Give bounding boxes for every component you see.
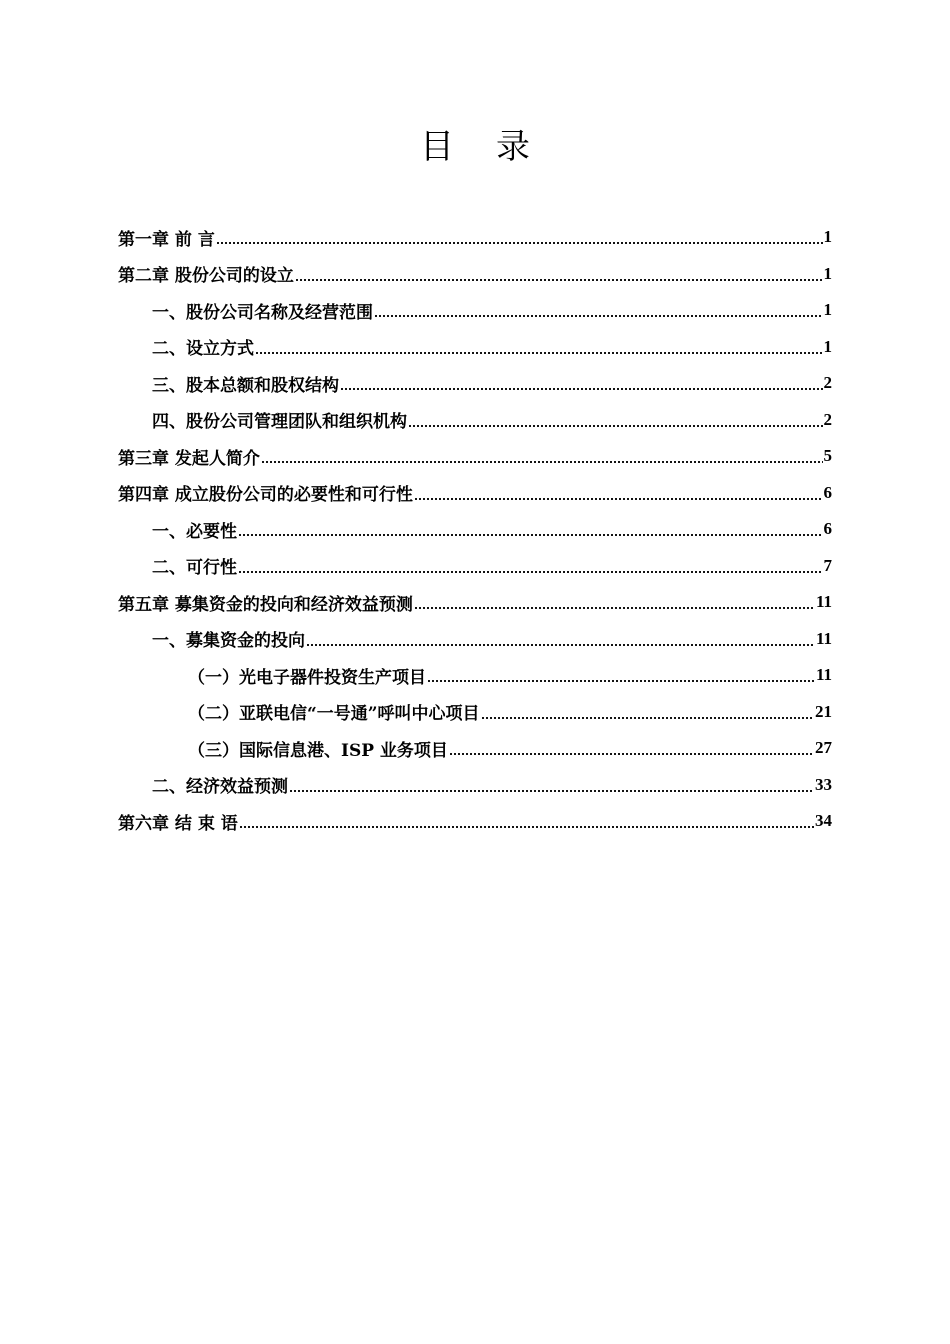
- dot-leader: [261, 461, 823, 463]
- toc-entry-page-number: 33: [815, 774, 832, 794]
- toc-title: [0, 122, 950, 172]
- toc-entry-page-number: 11: [815, 628, 832, 648]
- toc-entry-page-number: 1: [823, 300, 832, 320]
- toc-entry[interactable]: [118, 694, 832, 731]
- dot-leader: [414, 498, 823, 500]
- toc-entry-label: （三）国际信息港、ISP 业务项目: [188, 736, 448, 761]
- dot-leader: [427, 680, 815, 682]
- dot-leader: [238, 534, 823, 536]
- toc-title-char-1: 目: [420, 127, 454, 167]
- toc-entry-label: 一、必要性: [152, 517, 237, 542]
- toc-entry-page-number: 1: [823, 227, 832, 247]
- toc-entry-label: 第二章 股份公司的设立: [118, 261, 294, 286]
- toc-entry-label: 第一章 前 言: [118, 225, 215, 250]
- toc-entry-label: （二）亚联电信“一号通”呼叫中心项目: [188, 699, 480, 724]
- dot-leader: [306, 644, 815, 646]
- toc-entry-label: 第五章 募集资金的投向和经济效益预测: [118, 590, 413, 615]
- toc-entry[interactable]: [118, 803, 832, 840]
- toc-entry[interactable]: [118, 657, 832, 694]
- toc-entry[interactable]: [118, 621, 832, 658]
- dot-leader: [239, 826, 814, 828]
- toc-entry[interactable]: [118, 584, 832, 621]
- dot-leader: [216, 242, 823, 244]
- toc-entry-page-number: 11: [815, 665, 832, 685]
- dot-leader: [238, 571, 823, 573]
- toc-entry-label: 一、募集资金的投向: [152, 626, 305, 651]
- dot-leader: [374, 315, 823, 317]
- toc-entry-label: 四、股份公司管理团队和组织机构: [152, 407, 407, 432]
- dot-leader: [340, 388, 823, 390]
- toc-entry-page-number: 1: [823, 336, 832, 356]
- toc-entry-label: 第六章 结 束 语: [118, 809, 238, 834]
- dot-leader: [289, 790, 814, 792]
- toc-title-char-2: 录: [496, 127, 530, 167]
- toc-entry-label: 第三章 发起人简介: [118, 444, 260, 469]
- toc-entry[interactable]: [118, 402, 832, 439]
- toc-entry[interactable]: [118, 292, 832, 329]
- toc-entry[interactable]: [118, 219, 832, 256]
- toc-entry-page-number: 1: [823, 263, 832, 283]
- toc-entry-page-number: 6: [823, 482, 832, 502]
- dot-leader: [408, 425, 823, 427]
- toc-entry-page-number: 27: [815, 738, 832, 758]
- toc-entry-page-number: 2: [823, 373, 832, 393]
- toc-entry-label: 一、股份公司名称及经营范围: [152, 298, 373, 323]
- toc-entry-label: 第四章 成立股份公司的必要性和可行性: [118, 480, 413, 505]
- toc-entry-label: 三、股本总额和股权结构: [152, 371, 339, 396]
- toc-entry-label: 二、设立方式: [152, 334, 254, 359]
- toc-entry[interactable]: [118, 730, 832, 767]
- table-of-contents: [118, 219, 832, 840]
- toc-entry[interactable]: [118, 548, 832, 585]
- dot-leader: [481, 717, 814, 719]
- dot-leader: [255, 352, 823, 354]
- toc-entry[interactable]: [118, 767, 832, 804]
- toc-entry[interactable]: [118, 438, 832, 475]
- toc-entry-page-number: 34: [815, 811, 832, 831]
- toc-entry[interactable]: [118, 329, 832, 366]
- toc-entry-label: 二、可行性: [152, 553, 237, 578]
- toc-entry-page-number: 11: [815, 592, 832, 612]
- toc-entry-label: （一）光电子器件投资生产项目: [188, 663, 426, 688]
- toc-entry-page-number: 2: [823, 409, 832, 429]
- toc-entry[interactable]: [118, 475, 832, 512]
- toc-entry-page-number: 21: [815, 701, 832, 721]
- toc-entry[interactable]: [118, 256, 832, 293]
- dot-leader: [449, 753, 814, 755]
- toc-entry[interactable]: [118, 511, 832, 548]
- dot-leader: [414, 607, 815, 609]
- toc-entry-label: 二、经济效益预测: [152, 772, 288, 797]
- toc-entry-page-number: 6: [823, 519, 832, 539]
- toc-entry-page-number: 5: [823, 446, 832, 466]
- toc-entry-page-number: 7: [823, 555, 832, 575]
- dot-leader: [295, 279, 823, 281]
- toc-entry[interactable]: [118, 365, 832, 402]
